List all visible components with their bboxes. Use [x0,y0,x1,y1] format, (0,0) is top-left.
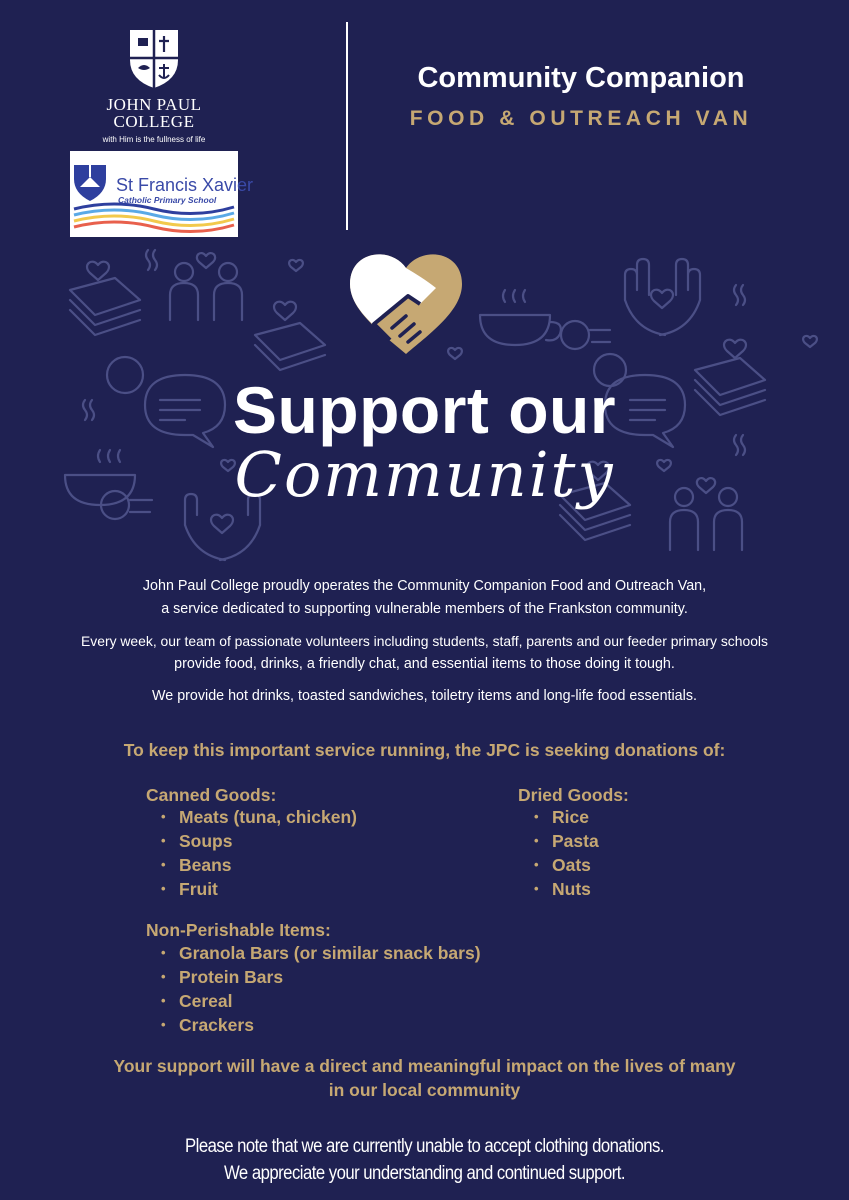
college-motto: with Him is the fullness of life [102,135,206,144]
non-perishable-list [161,941,481,1037]
headline: Support our [232,373,617,447]
heart-handshake-icon [346,248,466,358]
headline-script: Community [234,438,615,511]
list-item: • Crackers [161,1013,481,1037]
list-item: • Fruit [161,877,357,901]
clothing-notice [51,1133,798,1187]
jpc-logo [94,28,214,144]
donation-appeal: To keep this important service running, the JPC is seeking donations of: [123,740,726,760]
canned-goods-title: Canned Goods: [146,785,277,805]
list-item: • Pasta [534,829,599,853]
list-item: • Nuts [534,877,599,901]
intro-line: provide food, drinks, a friendly chat, and essential items to those doing it tough. [174,656,675,672]
canned-goods-list [161,805,357,901]
college-name-line1: JOHN PAUL [106,95,202,114]
intro-line: John Paul College proudly operates the Community Companion Food and Outreach Van, [142,578,707,594]
notice-line: We appreciate your understanding and continued support. [223,1163,626,1184]
sandwich-icon [255,302,325,370]
people-icon [170,253,242,320]
school-name: St Francis Xavier [116,175,254,195]
list-item: • Protein Bars [161,965,481,989]
impact-line: in our local community [328,1080,521,1100]
dried-goods-list [534,805,599,901]
impact-statement [40,1054,809,1102]
notice-line: Please note that we are currently unable to accept clothing donations. [185,1136,664,1157]
list-item: • Beans [161,853,357,877]
sandwich-icon [70,262,140,335]
list-item: • Oats [534,853,599,877]
list-item: • Rice [534,805,599,829]
intro-line: a service dedicated to supporting vulnerable members of the Frankston community. [161,601,688,617]
sfx-logo [70,151,254,237]
header-subtitle: FOOD & OUTREACH VAN [409,107,753,130]
small-heart-icon [803,336,817,347]
jpc-crest-icon [128,28,180,90]
intro-paragraph-2 [20,630,829,676]
hands-heart-icon [625,259,700,335]
impact-line: Your support will have a direct and meaningful impact on the lives of many [113,1056,736,1076]
list-item: • Meats (tuna, chicken) [161,805,357,829]
small-heart-icon [289,260,303,271]
intro-paragraph-3: We provide hot drinks, toasted sandwiches, toiletry items and long-life food essentials. [152,688,697,704]
list-item: • Cereal [161,989,481,1013]
list-item: • Soups [161,829,357,853]
school-subtitle: Catholic Primary School [118,195,217,205]
intro-line: Every week, our team of passionate volunteers including students, staff, parents and our feeder primary schools [81,633,768,649]
list-item: • Granola Bars (or similar snack bars) [161,941,481,965]
intro-paragraph-1 [20,575,829,621]
college-name-line2: COLLEGE [113,112,195,131]
header-title: Community Companion [417,62,745,94]
dried-goods-title: Dried Goods: [518,785,629,805]
non-perishable-title: Non-Perishable Items: [146,920,331,940]
coffee-cookie-icon [480,290,610,349]
